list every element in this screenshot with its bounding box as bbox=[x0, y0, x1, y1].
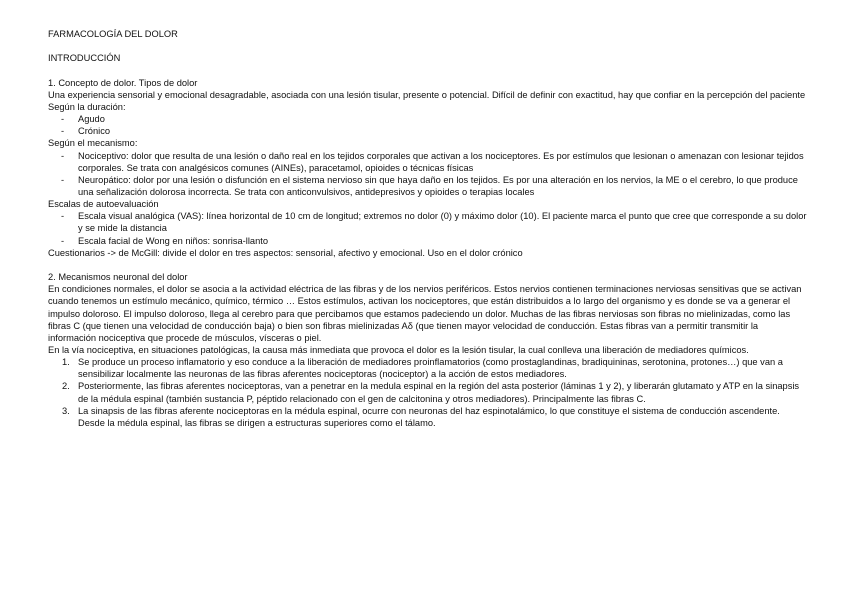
mechanism-label: Según el mecanismo: bbox=[48, 138, 138, 149]
step-text: Posteriormente, las fibras aferentes nociceptoras, van a penetrar en la medula espinal en la región del asta posterior (láminas 1 y 2), y liberarán glutamato y ATP en la sinapsis de la médula espinal (también sustancia P, péptido relacionado con el gen de calcitonina y otros mediadores). Principalmente las fibras C. bbox=[78, 381, 800, 404]
scales-list bbox=[48, 210, 808, 246]
intro-heading: INTRODUCCIÓN bbox=[48, 53, 121, 64]
step-text: La sinapsis de las fibras aferente nociceptoras en la médula espinal, ocurre con neuronas del haz espinotalámico, lo que constituye el sistema de conducción ascendente. Desde la médula espinal, las fibras se dirigen a estructuras superiores como el tálamo. bbox=[78, 405, 780, 428]
section-2-heading: 2. Mecanismos neuronal del dolor bbox=[48, 272, 188, 283]
section-2-paragraph-2: En la vía nociceptiva, en situaciones patológicas, la causa más inmediata que provoca el dolor es la lesión tisular, la cual conlleva una liberación de mediadores químicos. bbox=[48, 345, 749, 356]
step-text: Se produce un proceso inflamatorio y eso conduce a la liberación de mediadores proinflamatorios (como prostaglandinas, bradiquininas, serotonina, protones…) que van a sensibilizar localmente las neuronas de las fibras aferentes nociceptoras (nociceptor) a la acción de estos mediadores. bbox=[78, 357, 783, 380]
pain-definition: Una experiencia sensorial y emocional desagradable, asociada con una lesión tisular, presente o potencial. Difícil de definir con exactitud, hay que confiar en la percepción del paciente bbox=[48, 89, 806, 100]
list-item: - Agudo bbox=[48, 113, 808, 125]
section-2-paragraph-1: En condiciones normales, el dolor se asocia a la actividad eléctrica de las fibras y de los nervios periféricos. Estos nervios contienen terminaciones nerviosas sensitivas que se activan cuando tenemos un estímulo mecánico, químico, térmico … Estos estímulos, activan los nociceptores, que están distribuidos a lo largo del organismo y es donde se va a generar el impulso doloroso. El impulso doloroso, llega al cerebro para que percibamos que estamos padeciendo un dolor. Muchas de las fibras nerviosas son fibras no mielinizadas, como las fibras C (que tienen una velocidad de conducción baja) o bien son fibras mielinizadas Aδ (que tienen mayor velocidad de conducción. Estas fibras van a permitir transmitir la información nociceptiva que procede de músculos, vísceras o piel. bbox=[48, 284, 802, 343]
steps-list bbox=[48, 356, 808, 429]
duration-label: Según la duración: bbox=[48, 101, 126, 112]
duration-list bbox=[48, 113, 808, 137]
questionnaires-line: Cuestionarios -> de McGill: divide el dolor en tres aspectos: sensorial, afectivo y emocional. Uso en el dolor crónico bbox=[48, 247, 523, 258]
list-item bbox=[48, 405, 808, 429]
list-item: - Escala visual analógica (VAS): línea horizontal de 10 cm de longitud; extremos no dolor (0) y máximo dolor (10). El paciente marca el punto que cree que corresponde a su dolor y se mide la distancia bbox=[48, 210, 808, 234]
step-number: 1. bbox=[62, 357, 70, 368]
mechanism-list bbox=[48, 150, 808, 199]
list-item: - Escala facial de Wong en niños: sonrisa-llanto bbox=[48, 235, 808, 247]
document-title: FARMACOLOGÍA DEL DOLOR bbox=[48, 29, 178, 39]
section-1-heading: 1. Concepto de dolor. Tipos de dolor bbox=[48, 77, 198, 88]
list-item bbox=[48, 380, 808, 404]
step-number: 2. bbox=[62, 381, 70, 392]
document-body bbox=[48, 28, 808, 429]
scales-label: Escalas de autoevaluación bbox=[48, 199, 159, 210]
list-item bbox=[48, 356, 808, 380]
step-number: 3. bbox=[62, 405, 70, 416]
list-item: - Neuropático: dolor por una lesión o disfunción en el sistema nervioso sin que haya daño en los tejidos. Es por una alteración en los nervios, la ME o el cerebro, lo que produce una señalización dolorosa incorrecta. Se trata con anticonvulsivos, antidepresivos y opioides o terapias locales bbox=[48, 174, 808, 198]
list-item: - Nociceptivo: dolor que resulta de una lesión o daño real en los tejidos corporales que activan a los nociceptores. Es por estímulos que lesionan o amenazan con lesionar tejidos corporales. Se trata con analgésicos comunes (AINEs), paracetamol, opioides o técnicas físicas bbox=[48, 150, 808, 174]
list-item: - Crónico bbox=[48, 125, 808, 137]
